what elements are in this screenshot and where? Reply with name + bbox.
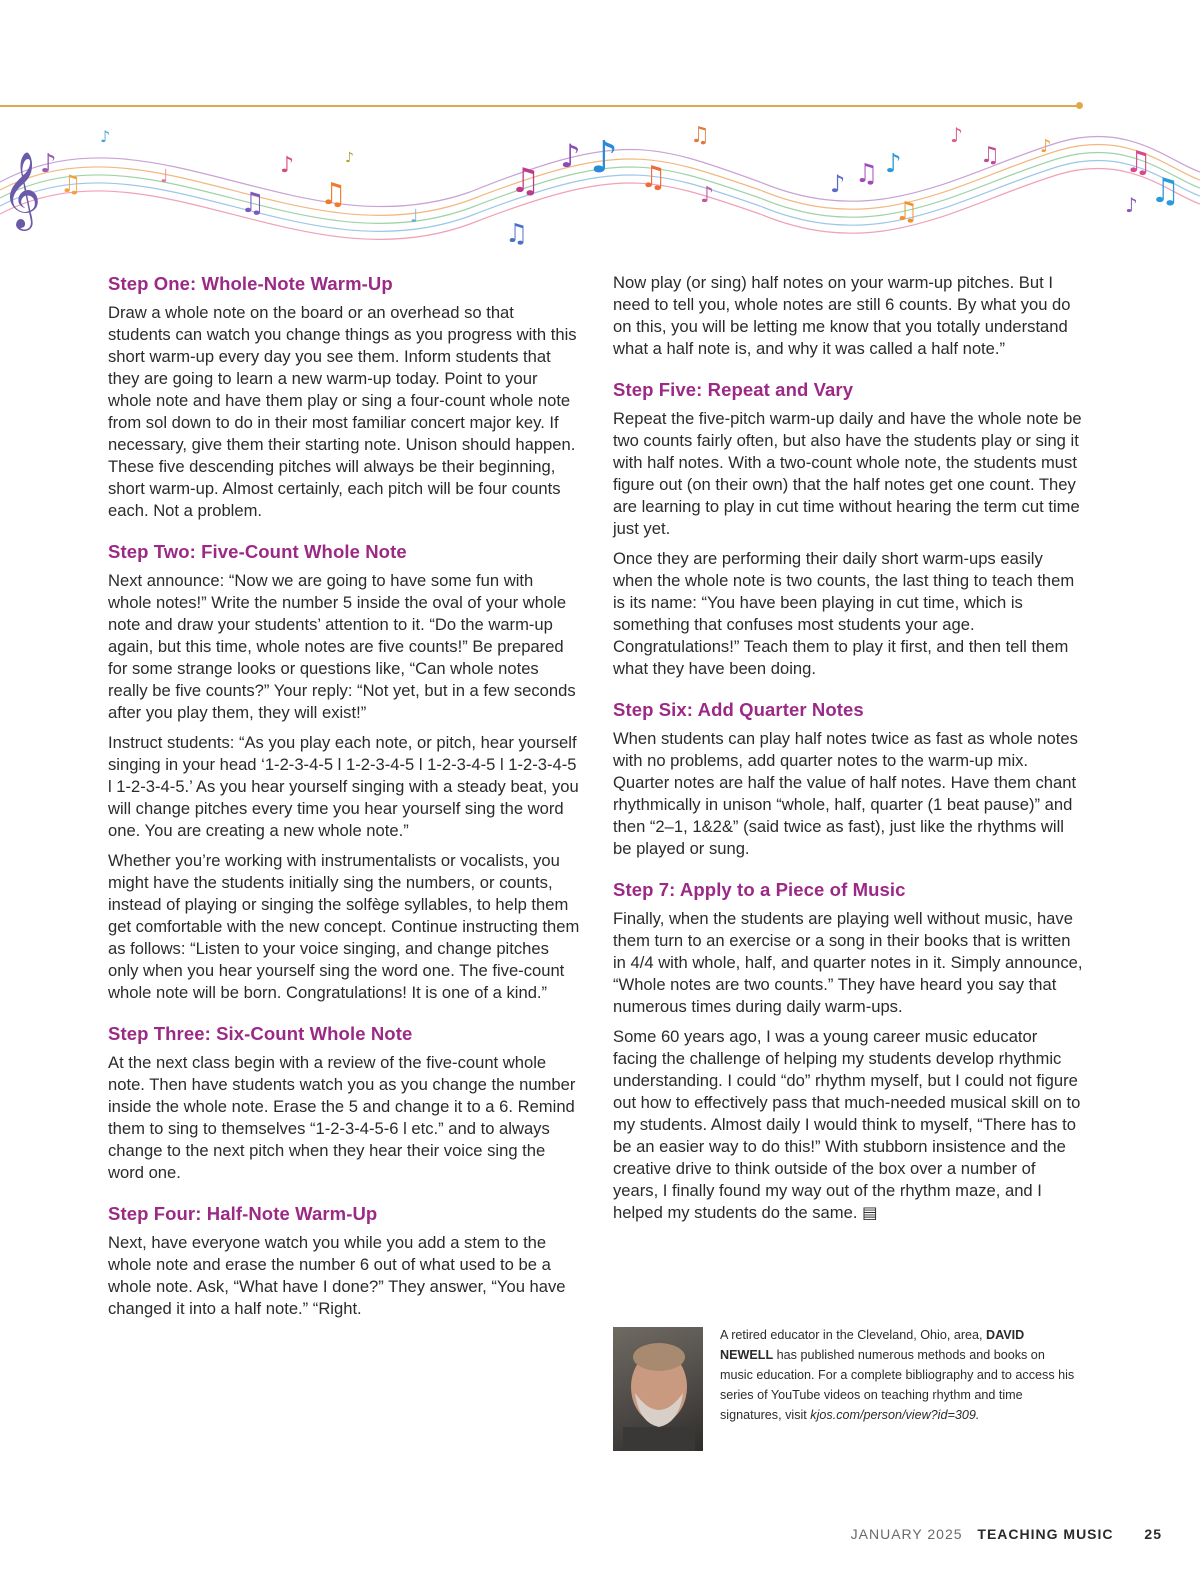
bio-text [720,1325,1080,1425]
section-heading: Step Three: Six-Count Whole Note [108,1023,413,1044]
right-column [613,272,1085,1232]
page-footer [851,1526,1162,1542]
note-icon: ♪ [560,137,581,175]
body-paragraph: Whether you’re working with instrumentalists or vocalists, you might have the students initially sing the numbers, or counts, instead of playing or singing the solfège syllables, to help them get comfortable with the new concept. Continue instructing them as follows: “Listen to your voice singing, and change pitches only when you hear yourself sing the word one. The five-count whole note will be born. Congratulations! It is one of a kind.” [108,851,580,1002]
author-photo [613,1327,703,1451]
note-icon: ♫ [855,159,879,189]
treble-clef-icon: 𝄞 [2,151,42,228]
note-icon: ♪ [1125,193,1138,217]
note-icon: ♫ [1150,171,1181,211]
note-icon: ♩ [410,206,419,227]
note-icon: ♪ [280,153,295,178]
note-icon: ♪ [885,149,902,179]
bio-body: has published numerous methods and books on music education. For a complete bibliography and to access his series of YouTube videos on teaching rhythm and time signatures, visit [720,1348,1075,1422]
note-icon: ♪ [1040,136,1052,157]
footer-magazine: TEACHING MUSIC [977,1526,1114,1542]
note-icon: ♪ [830,170,846,198]
note-icon: ♪ [40,149,57,179]
note-icon: ♫ [640,160,667,195]
note-icon: ♫ [690,123,710,148]
section-heading: Step Six: Add Quarter Notes [613,699,864,720]
bio-name: DAVID NEWELL [720,1328,1025,1362]
body-paragraph: Instruct students: “As you play each note, or pitch, hear yourself singing in your head ‘1-2-3-4-5 l 1-2-3-4-5 l 1-2-3-4-5 l 1-2-3-4-5 l 1-2-3-4-5.’ As you hear yourself singing with a steady beat, you will change pitches every time you hear yourself sing the word one. You are creating a new whole note.” [108,733,579,840]
section-heading: Step One: Whole-Note Warm-Up [108,273,393,294]
note-icon: ♪ [100,127,111,146]
body-paragraph: At the next class begin with a review of the five-count whole note. Then have students watch you as you change the number inside the whole note. Erase the 5 and change it to a 6. Remind them to sing to themselves “1-2-3-4-5-6 l etc.” and to always change to the next pitch when they hear their voice sing the word one. [108,1053,576,1182]
note-icon: ♫ [240,186,266,219]
top-rule [0,105,1080,107]
note-icon: ♪ [345,150,354,166]
left-column [108,272,580,1328]
bio-intro: A retired educator in the Cleveland, Ohio, area, [720,1328,983,1342]
music-notes-banner [0,112,1200,262]
note-icon: ♫ [1125,145,1152,180]
note-icon: ♪ [590,132,619,183]
section-heading: Step Four: Half-Note Warm-Up [108,1203,378,1224]
note-icon: ♪ [950,123,963,147]
note-icon: ♫ [980,143,1000,168]
body-paragraph: Now play (or sing) half notes on your warm-up pitches. But I need to tell you, whole notes are still 6 counts. By what you do on this, you will be letting me know that you totally understand what a half note is, and why it was called a half note.” [613,273,1071,358]
body-paragraph: Some 60 years ago, I was a young career music educator facing the challenge of helping my students develop rhythmic understanding. I could “do” rhythm myself, but I could not figure out how to effectively pass that much-needed musical skill on to my students. Almost daily I would think to myself, “There has to be an easier way to do this!” With stubborn insistence and the creative drive to think outside of the box over a number of years, I finally found my way out of the rhythm maze, and I helped my students do the same. ▤ [613,1027,1081,1222]
body-paragraph: Finally, when the students are playing well without music, have them turn to an exercise or a song in their books that is written in 4/4 with whole, half, and quarter notes in it. Simply announce, “Whole notes are two counts.” They have heard you say that numerous times during daily warm-ups. [613,909,1083,1016]
note-icon: ♫ [510,161,541,201]
section-heading: Step 7: Apply to a Piece of Music [613,879,906,900]
note-icon: ♪ [700,183,715,208]
bio-link[interactable]: kjos.com/person/view?id=309. [810,1408,980,1422]
body-paragraph: When students can play half notes twice as fast as whole notes with no problems, add quarter notes to the warm-up mix. Quarter notes are half the value of half notes. Have them chant rhythmically in unison “whole, half, quarter (1 beat pause)” and then “2–1, 1&2&” (said twice as fast), just like the rhythms will be played or sung. [613,729,1078,858]
note-icon: ♫ [320,177,347,212]
note-icon: ♩ [160,166,169,187]
body-paragraph: Repeat the five-pitch warm-up daily and have the whole note be two counts fairly often, but also have the students play or sing it with half notes. With a two-count whole note, the students must figure out (on their own) that the half notes get one count. They are learning to play in cut time without hearing the term cut time just yet. [613,409,1082,538]
top-rule-dot [1076,102,1083,109]
footer-month: JANUARY 2025 [850,1526,963,1542]
note-icon: ♫ [895,197,919,227]
body-paragraph: Draw a whole note on the board or an overhead so that students can watch you change things as you progress with this short warm-up every day you see them. Inform students that they are going to learn a new warm-up today. Point to your whole note and have them play or sing a four-count whole note from sol down to do in their most familiar concert major key. If necessary, give them their starting note. Unison should happen. These five descending pitches will always be their beginning, short warm-up. Almost certainly, each pitch will be four counts each. Not a problem. [108,303,577,520]
body-paragraph: Once they are performing their daily short warm-ups easily when the whole note is two counts, the last thing to teach them is its name: “You have been playing in cut time, which is something that confuses most students your age. Congratulations!” Teach them to play it first, and then tell them what they have been doing. [613,549,1075,678]
author-bio [613,1325,1088,1453]
page-number: 25 [1144,1526,1162,1542]
body-paragraph: Next, have everyone watch you while you add a stem to the whole note and erase the number 6 out of what used to be a whole note. Ask, “What have I done?” They answer, “You have changed it into a half note.” “Right. [108,1233,566,1318]
section-heading: Step Two: Five-Count Whole Note [108,541,407,562]
note-icon: ♫ [60,170,82,198]
body-paragraph: Next announce: “Now we are going to have some fun with whole notes!” Write the number 5 inside the oval of your whole note and draw your students’ attention to it. “Do the warm-up again, but this time, whole notes are five counts!” Be prepared for some strange looks or questions like, “Can whole notes really be five counts?” Your reply: “Not yet, but in a few seconds after you play them, they will exist!” [108,571,576,722]
section-heading: Step Five: Repeat and Vary [613,379,854,400]
note-icon: ♫ [505,219,529,249]
